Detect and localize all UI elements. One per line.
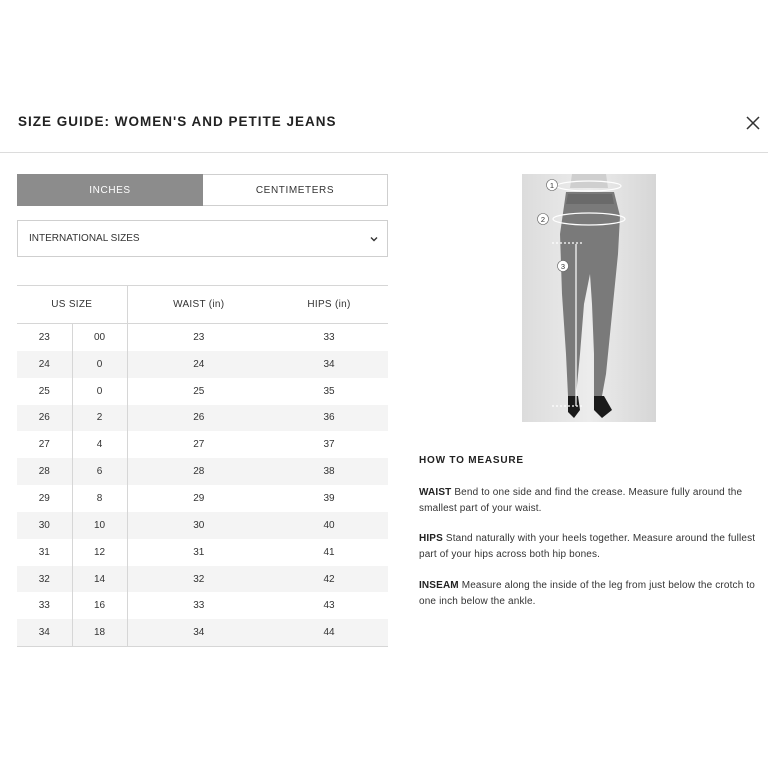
inches-tab[interactable]: INCHES	[17, 174, 203, 206]
hips-text: Stand naturally with your heels together. Measure around the fullest part of your hips across both hip bones.	[419, 533, 756, 560]
waist-instruction	[419, 485, 759, 516]
close-icon	[744, 114, 762, 132]
intl-size-cell: 18	[72, 619, 127, 646]
hips-instruction	[419, 531, 759, 562]
waist-text: Bend to one side and find the crease. Measure fully around the smallest part of your waist.	[419, 487, 743, 514]
waist-cell: 30	[127, 512, 270, 539]
how-to-measure-title: HOW TO MEASURE	[419, 455, 524, 466]
us-size-cell: 28	[17, 458, 72, 485]
hips-cell: 44	[270, 619, 388, 646]
marker-2-label: 2	[540, 215, 546, 224]
intl-size-cell: 12	[72, 539, 127, 566]
intl-size-cell: 6	[72, 458, 127, 485]
measurement-figure	[522, 174, 656, 422]
hips-cell: 37	[323, 439, 335, 451]
us-size-cell: 23	[17, 324, 72, 351]
waist-cell: 23	[193, 331, 205, 343]
marker-3-label: 3	[560, 262, 566, 271]
us-size-cell: 25	[17, 378, 72, 405]
us-size-cell: 33	[17, 592, 72, 619]
waist-cell: 34	[127, 619, 270, 646]
size-system-value: INTERNATIONAL SIZES	[29, 233, 140, 244]
header-divider	[0, 152, 768, 153]
table-row	[17, 512, 388, 539]
table-row	[17, 566, 388, 593]
waist-cell: 31	[193, 546, 205, 558]
us-size-header: US SIZE	[17, 286, 127, 324]
us-size-cell: 29	[17, 485, 72, 512]
intl-size-cell: 0	[72, 378, 127, 405]
waist-cell: 28	[127, 458, 270, 485]
close-button[interactable]	[744, 114, 762, 132]
hips-cell: 38	[270, 458, 388, 485]
us-size-cell: 27	[17, 431, 72, 458]
table-header-row	[17, 286, 388, 324]
waist-header: WAIST (in)	[127, 286, 270, 324]
marker-1-label: 1	[549, 181, 555, 190]
table-row	[17, 485, 388, 512]
table-row	[17, 592, 388, 619]
intl-size-cell: 8	[72, 485, 127, 512]
waist-cell: 26	[127, 405, 270, 432]
intl-size-cell: 2	[72, 405, 127, 432]
us-size-cell: 30	[17, 512, 72, 539]
us-size-cell: 26	[17, 405, 72, 432]
hips-cell: 35	[323, 385, 335, 397]
table-row	[17, 619, 388, 646]
us-size-cell: 31	[17, 539, 72, 566]
inseam-text: Measure along the inside of the leg from just below the crotch to one inch below the ankle.	[419, 580, 755, 607]
table-row	[17, 324, 388, 351]
chevron-down-icon	[369, 234, 379, 244]
us-size-cell: 32	[17, 566, 72, 593]
hips-cell: 36	[270, 405, 388, 432]
intl-size-cell: 10	[72, 512, 127, 539]
hips-cell: 34	[270, 351, 388, 378]
table-row	[17, 458, 388, 485]
waist-cell: 25	[193, 385, 205, 397]
waist-cell: 24	[127, 351, 270, 378]
waist-cell: 29	[193, 492, 205, 504]
jeans-figure-illustration	[522, 174, 656, 422]
table-row	[17, 431, 388, 458]
hips-cell: 43	[323, 600, 335, 612]
hips-label: HIPS	[419, 533, 443, 544]
hips-cell: 39	[323, 492, 335, 504]
size-table	[17, 285, 388, 647]
intl-size-cell: 4	[72, 431, 127, 458]
waist-label: WAIST	[419, 487, 452, 498]
inseam-label: INSEAM	[419, 580, 459, 591]
hips-cell: 41	[323, 546, 335, 558]
hips-cell: 40	[270, 512, 388, 539]
hips-header: HIPS (in)	[270, 286, 388, 324]
table-row	[17, 351, 388, 378]
page-title: SIZE GUIDE: WOMEN'S AND PETITE JEANS	[18, 114, 337, 129]
waist-cell: 33	[193, 600, 205, 612]
us-size-cell: 24	[17, 351, 72, 378]
hips-cell: 33	[323, 331, 335, 343]
us-size-cell: 34	[17, 619, 72, 646]
waist-cell: 27	[193, 439, 205, 451]
unit-toggle	[17, 174, 388, 206]
inseam-instruction	[419, 578, 759, 609]
centimeters-tab[interactable]: CENTIMETERS	[203, 174, 388, 206]
intl-size-cell: 14	[72, 566, 127, 593]
table-row	[17, 539, 388, 566]
table-row	[17, 378, 388, 405]
intl-size-cell: 16	[72, 592, 127, 619]
intl-size-cell: 00	[72, 324, 127, 351]
hips-cell: 42	[270, 566, 388, 593]
intl-size-cell: 0	[72, 351, 127, 378]
table-row	[17, 405, 388, 432]
waist-cell: 32	[127, 566, 270, 593]
size-system-select[interactable]	[17, 220, 388, 257]
